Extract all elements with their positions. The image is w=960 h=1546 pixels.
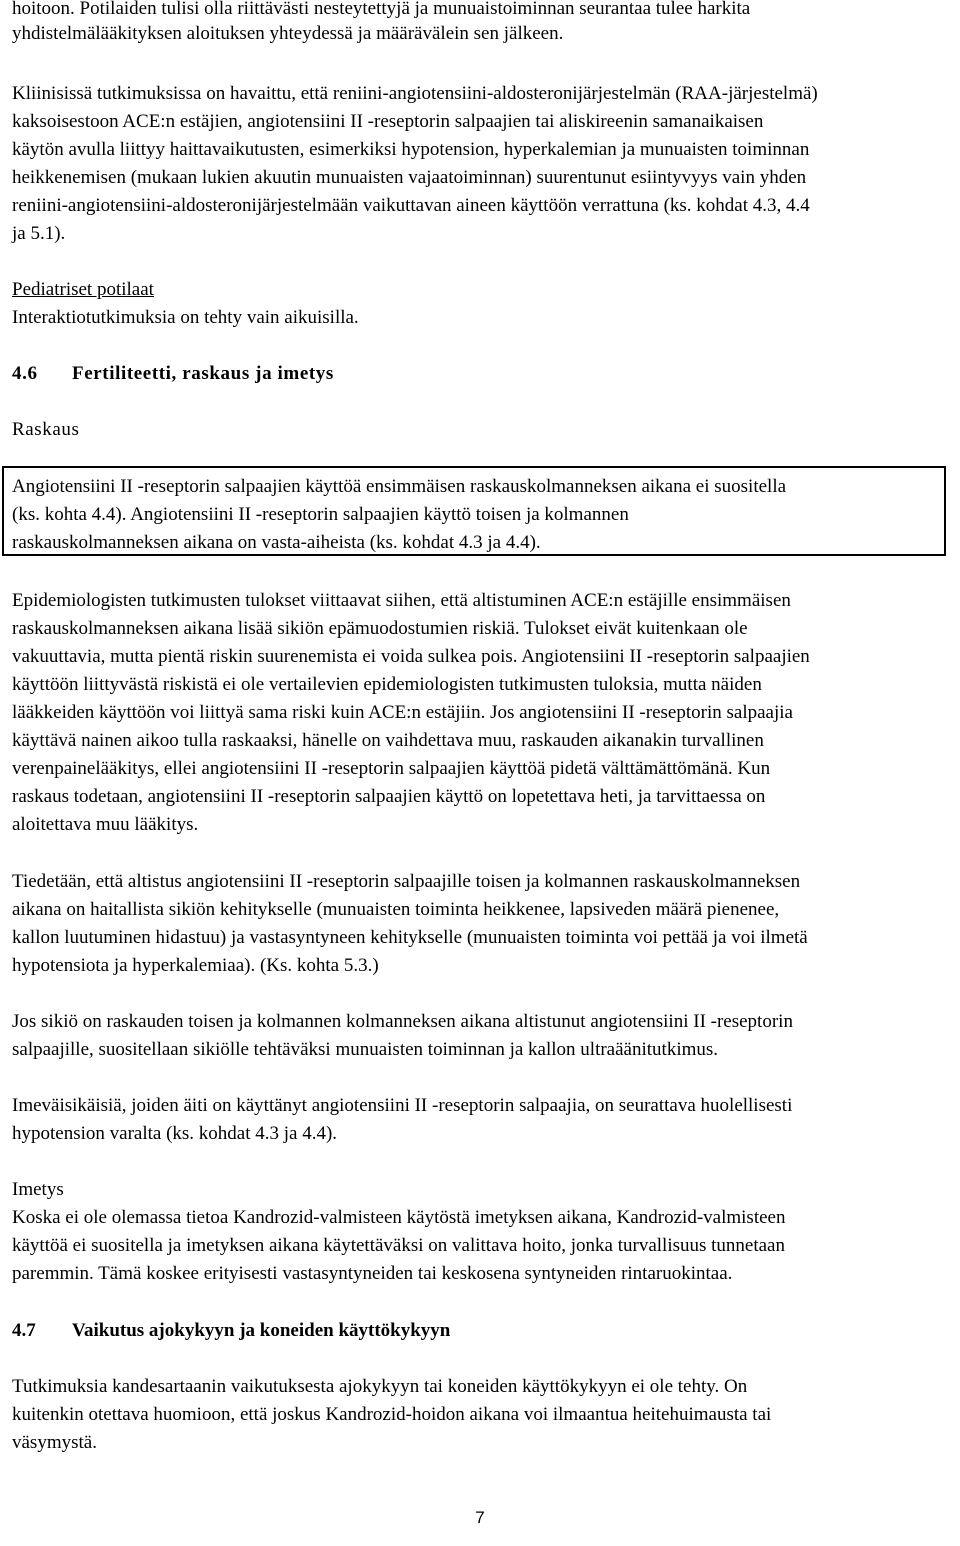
page-number: 7	[475, 1508, 485, 1527]
paragraph-line: aloitettava muu lääkitys.	[12, 814, 199, 835]
paragraph-line: Jos sikiö on raskauden toisen ja kolmannen kolmanneksen aikana altistunut angiotensiini II -reseptorin	[12, 1011, 793, 1032]
paragraph-line: reniini-angiotensiini-aldosteronijärjestelmään vaikuttavan aineen käyttöön verrattuna (ks. kohdat 4.3, 4.4	[12, 195, 810, 216]
paragraph-line: väsymystä.	[12, 1432, 97, 1453]
paragraph-line: lääkkeiden käyttöön voi liittyä sama riski kuin ACE:n estäjiin. Jos angiotensiini II -reseptorin salpaajia	[12, 702, 793, 723]
paragraph-line: käyttöä ei suositella ja imetyksen aikana käytettäväksi on valittava hoito, jonka turvallisuus tunnetaan	[12, 1235, 785, 1256]
section-number: 4.6	[12, 363, 38, 384]
paragraph-line: käyttävä nainen aikoo tulla raskaaksi, hänelle on vaihdettava muu, raskauden aikanakin turvallinen	[12, 730, 764, 751]
paragraph-line: Tutkimuksia kandesartaanin vaikutuksesta ajokykyyn tai koneiden käyttökykyyn ei ole tehty. On	[12, 1376, 748, 1397]
paragraph-line: raskauskolmanneksen aikana lisää sikiön epämuodostumien riskiä. Tulokset eivät kuitenkaan ole	[12, 618, 748, 639]
paragraph-line: ja 5.1).	[12, 223, 66, 244]
paragraph-line: verenpainelääkitys, ellei angiotensiini II -reseptorin salpaajien käyttöä pidetä välttämättömänä. Kun	[12, 758, 771, 779]
paragraph-line: Interaktiotutkimuksia on tehty vain aikuisilla.	[12, 307, 359, 328]
paragraph-line: salpaajille, suositellaan sikiölle tehtäväksi munuaisten toiminnan ja kallon ultraäänitutkimus.	[12, 1039, 719, 1060]
warning-line: raskauskolmanneksen aikana on vasta-aiheista (ks. kohdat 4.3 ja 4.4).	[12, 532, 541, 553]
paragraph-line: heikkenemisen (mukaan lukien akuutin munuaisten vajaatoiminnan) suurentunut esiintyvyys vain yhden	[12, 167, 807, 188]
section-title: Fertiliteetti, raskaus ja imetys	[72, 363, 334, 384]
paragraph-line: käytön avulla liittyy haittavaikutusten, esimerkiksi hypotension, hyperkalemian ja munuaisten toiminnan	[12, 139, 810, 160]
paragraph-line: kaksoisestoon ACE:n estäjien, angiotensiini II -reseptorin salpaajien tai aliskireenin samanaikaisen	[12, 111, 764, 132]
section-number: 4.7	[12, 1320, 36, 1341]
paragraph-line: kuitenkin otettava huomioon, että joskus Kandrozid-hoidon aikana voi ilmaantua heitehuimausta tai	[12, 1404, 772, 1425]
paragraph-line: aikana on haitallista sikiön kehitykselle (munuaisten toiminta heikkenee, lapsiveden määrä pienenee,	[12, 899, 780, 920]
paragraph-line: Tiedetään, että altistus angiotensiini II -reseptorin salpaajille toisen ja kolmannen raskauskolmanneksen	[12, 871, 801, 892]
paragraph-line: hypotension varalta (ks. kohdat 4.3 ja 4.4).	[12, 1123, 338, 1144]
paragraph-line: yhdistelmälääkityksen aloituksen yhteydessä ja määrävälein sen jälkeen.	[12, 23, 564, 44]
subheading-raskaus: Raskaus	[12, 419, 80, 440]
paragraph-line: raskaus todetaan, angiotensiini II -reseptorin salpaajien käyttö on lopetettava heti, ja tarvittaessa on	[12, 786, 766, 807]
paragraph-line: Kliinisissä tutkimuksissa on havaittu, että reniini-angiotensiini-aldosteronijärjestelmän (RAA-järjestelmä)	[12, 83, 818, 104]
subheading-pediatric: Pediatriset potilaat	[12, 279, 154, 300]
paragraph-line: Koska ei ole olemassa tietoa Kandrozid-valmisteen käytöstä imetyksen aikana, Kandrozid-valmisteen	[12, 1207, 786, 1228]
subheading-imetys: Imetys	[12, 1179, 64, 1200]
section-title: Vaikutus ajokykyyn ja koneiden käyttökykyyn	[72, 1320, 451, 1341]
paragraph-line: kallon luutuminen hidastuu) ja vastasyntyneen kehitykselle (munuaisten toiminta voi pettää ja voi ilmetä	[12, 927, 808, 948]
paragraph-line: paremmin. Tämä koskee erityisesti vastasyntyneiden tai keskosena syntyneiden rintaruokintaa.	[12, 1263, 733, 1284]
paragraph-line: hoitoon. Potilaiden tulisi olla riittävästi nesteytettyjä ja munuaistoiminnan seurantaa tulee harkita	[12, 0, 751, 19]
paragraph-line: hypotensiota ja hyperkalemiaa). (Ks. kohta 5.3.)	[12, 955, 379, 976]
paragraph-line: käyttöön liittyvästä riskistä ei ole vertailevien epidemiologisten tutkimusten tuloksia, mutta näiden	[12, 674, 762, 695]
warning-line: (ks. kohta 4.4). Angiotensiini II -reseptorin salpaajien käyttö toisen ja kolmannen	[12, 504, 629, 525]
warning-line: Angiotensiini II -reseptorin salpaajien käyttöä ensimmäisen raskauskolmanneksen aikana ei suositella	[12, 476, 787, 497]
paragraph-line: Epidemiologisten tutkimusten tulokset viittaavat siihen, että altistuminen ACE:n estäjille ensimmäisen	[12, 590, 791, 611]
paragraph-line: Imeväisikäisiä, joiden äiti on käyttänyt angiotensiini II -reseptorin salpaajia, on seurattava huolellisesti	[12, 1095, 793, 1116]
paragraph-line: vakuuttavia, mutta pientä riskin suurenemista ei voida sulkea pois. Angiotensiini II -reseptorin salpaajien	[12, 646, 810, 667]
